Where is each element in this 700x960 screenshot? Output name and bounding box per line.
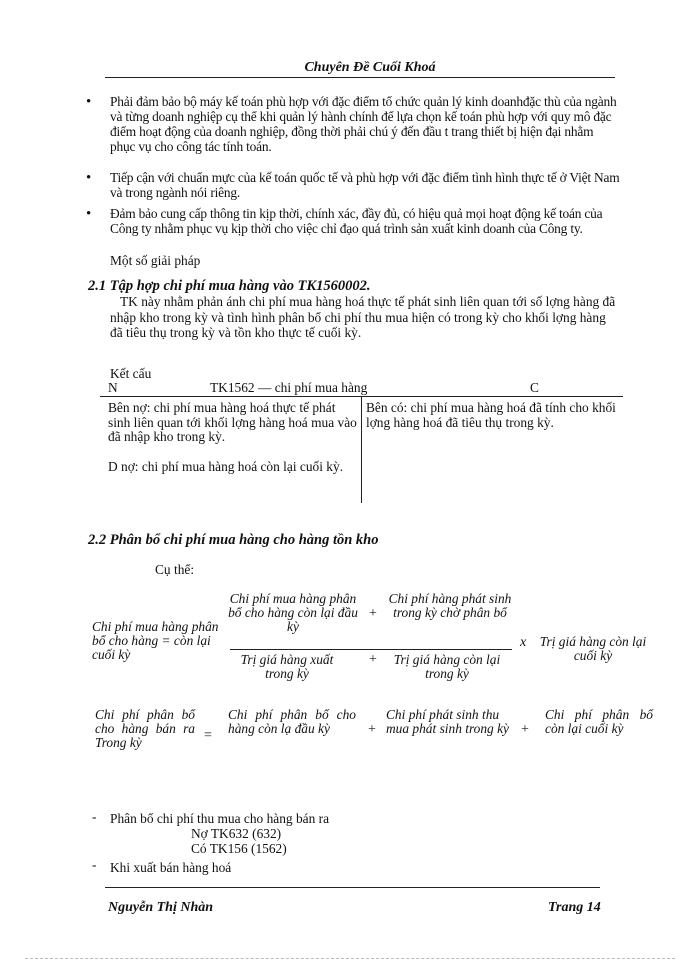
- formula1-left: Chi phí mua hàng phân bổ cho hàng = còn lại cuối kỳ: [92, 619, 219, 662]
- journal-debit-line: Nợ TK632 (632): [191, 826, 282, 841]
- formula2-term-3: Chi phí phân bổ còn lại cuối kỳ: [545, 707, 653, 736]
- header-title: Chuyên Đề Cuối Khoá: [304, 60, 436, 75]
- formula2-term-2: Chi phí phát sinh thu mua phát sinh trong kỳ: [386, 707, 509, 736]
- header-rule: [105, 77, 615, 78]
- bullet-icon: •: [86, 206, 92, 222]
- formula2-equals: =: [204, 728, 212, 743]
- dash-item-text: Phân bổ chi phí thu mua cho hàng bán ra: [110, 811, 330, 826]
- t-account-debit-marker: N: [108, 380, 118, 395]
- t-account-debit-balance: D nợ: chi phí mua hàng hoá còn lại cuối kỳ.: [108, 459, 344, 474]
- bullet-icon: •: [86, 94, 92, 110]
- t-account-debit-entry: Bên nợ: chi phí mua hàng hoá thực tế phát sinh liên quan tới khối lợng hàng hoá mua vào đã nhập kho trong kỳ.: [108, 400, 357, 444]
- formula1-times: x: [520, 635, 527, 650]
- formula1-right: Trị giá hàng còn lại cuối kỳ: [539, 634, 647, 663]
- formula1-denominator-1: Trị giá hàng xuất trong kỳ: [240, 652, 334, 681]
- specific-label: Cụ thể:: [155, 562, 195, 577]
- t-account-credit-marker: C: [530, 380, 539, 395]
- section-title-2-2: 2.2 Phân bổ chi phí mua hàng cho hàng tồn kho: [88, 532, 379, 548]
- formula1-numerator-1: Chi phí mua hàng phân bổ cho hàng còn lại đầu kỳ: [228, 591, 358, 634]
- dash-icon: -: [92, 809, 97, 824]
- section-title-2-1: 2.1 Tập hợp chi phí mua hàng vào TK1560002.: [88, 278, 371, 294]
- t-account-divider: [361, 397, 362, 503]
- footer-author: Nguyễn Thị Nhàn: [108, 900, 214, 915]
- formula1-numerator-2: Chi phí hàng phát sinh trong kỳ chờ phân bổ: [388, 591, 512, 620]
- dash-item-text: Khi xuất bán hàng hoá: [110, 860, 232, 875]
- formula1-plus-bottom: +: [369, 652, 377, 667]
- bullet-text: Phải đảm bảo bộ máy kế toán phù hợp với đặc điểm tổ chức quản lý kinh doanhđặc thù của ngành và từng doanh nghiệp cụ thể khi quản lý hành chính để lựa chọn kế toán phù hợp với quy mô đặc điểm hoạt động của doanh nghiệp, đồng thời phải chú ý đến đầu t trang thiết bị hiện đại nhằm phục vụ cho công tác tính toán.: [110, 94, 617, 154]
- section-paragraph: TK này nhằm phản ánh chi phí mua hàng hoá thực tế phát sinh liên quan tới số lợng hàng đã nhập kho trong kỳ và tình hình phân bổ chi phí thu mua hiện có trong kỳ cho khối lợng hàng đã tiêu thụ trong kỳ và tồn kho thực tế cuối kỳ.: [110, 294, 616, 340]
- t-account-title: TK1562 — chi phí mua hàng: [210, 380, 368, 395]
- structure-label: Kết cấu: [110, 366, 152, 381]
- footer-rule: [105, 887, 600, 888]
- formula2-plus-2: +: [521, 722, 529, 737]
- formula1-plus-top: +: [369, 606, 377, 621]
- t-account-credit-entry: Bên có: chi phí mua hàng hoá đã tính cho khối lợng hàng hoá đã tiêu thụ trong kỳ.: [366, 400, 616, 430]
- subheading-solutions: Một số giải pháp: [110, 253, 201, 268]
- journal-credit-line: Có TK156 (1562): [191, 841, 287, 856]
- dash-icon: -: [92, 857, 97, 872]
- formula2-plus-1: +: [368, 722, 376, 737]
- formula1-denominator-2: Trị giá hàng còn lại trong kỳ: [393, 652, 501, 681]
- bullet-text: Đảm bảo cung cấp thông tin kịp thời, chính xác, đầy đủ, có hiệu quả mọi hoạt động kế toán của Công ty nhằm phục vụ kịp thời cho việc chỉ đạo quá trình sản xuất kinh doanh của Công ty.: [110, 206, 603, 236]
- bullet-icon: •: [86, 170, 92, 186]
- footer-page-number: Trang 14: [548, 900, 601, 915]
- formula2-term-1: Chi phí phân bổ cho hàng còn lạ đầu kỳ: [228, 707, 356, 736]
- bullet-text: Tiếp cận với chuẩn mực của kế toán quốc tế và phù hợp với đặc điểm tình hình thực tế ở Việt Nam và trong ngành nói riêng.: [110, 170, 620, 200]
- formula1-fraction-bar: [230, 649, 512, 650]
- formula2-left: Chi phí phân bổ cho hàng bán ra Trong kỳ: [95, 707, 195, 750]
- page-bottom-border: [25, 958, 675, 959]
